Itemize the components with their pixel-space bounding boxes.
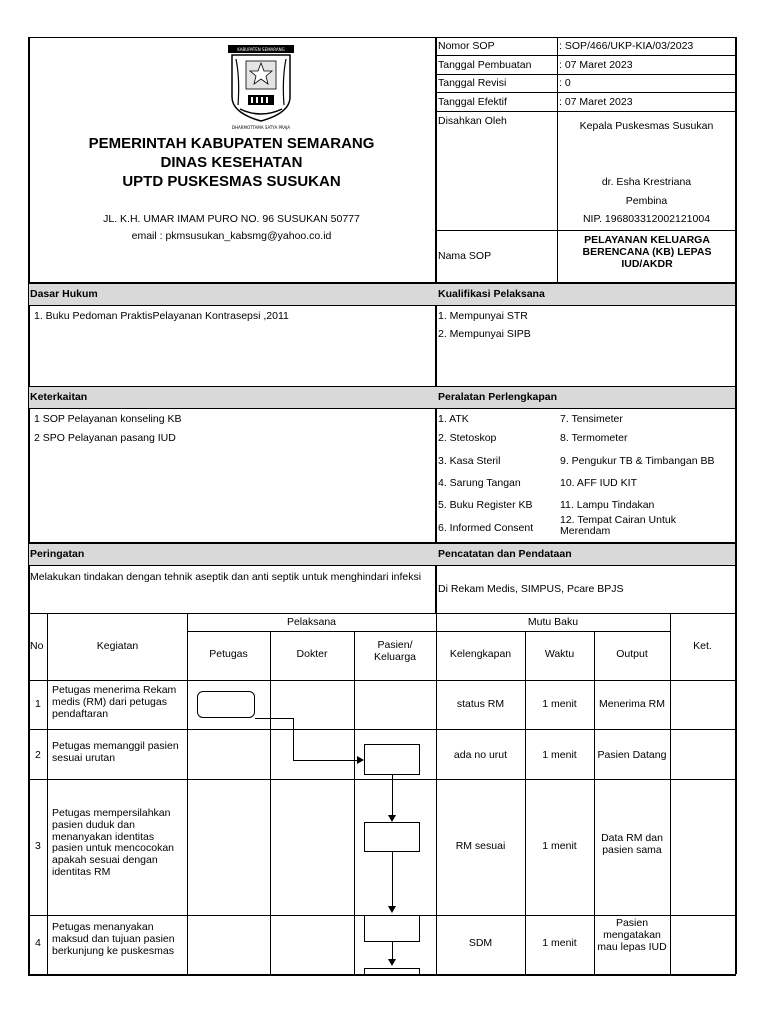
pencatatan-title: Pencatatan dan Pendataan bbox=[438, 548, 572, 560]
peralatan-item: 9. Pengukur TB & Timbangan BB bbox=[560, 455, 715, 467]
col-kelengkapan-header: Kelengkapan bbox=[449, 648, 512, 660]
tgl-revisi-label: Tanggal Revisi bbox=[438, 77, 507, 89]
flow-connector bbox=[392, 852, 393, 906]
row-output: Pasien mengatakan mau lepas IUD bbox=[597, 917, 667, 953]
svg-text:DHARMOTTAMA SATYA PRAJA: DHARMOTTAMA SATYA PRAJA bbox=[231, 125, 291, 130]
peralatan-item: 7. Tensimeter bbox=[560, 413, 623, 425]
row-output: Menerima RM bbox=[599, 698, 665, 710]
signer-name: dr. Esha Krestriana bbox=[601, 176, 692, 188]
row-kegiatan: Petugas menerima Rekam medis (RM) dari petugas pendaftaran bbox=[52, 684, 177, 720]
dasar-hukum-title: Dasar Hukum bbox=[30, 288, 98, 300]
keterkaitan-title: Keterkaitan bbox=[30, 391, 88, 403]
pencatatan-text: Di Rekam Medis, SIMPUS, Pcare BPJS bbox=[438, 583, 624, 595]
tgl-revisi-value: : 0 bbox=[559, 77, 571, 89]
row-no: 1 bbox=[35, 698, 41, 710]
row-waktu: 1 menit bbox=[542, 749, 577, 761]
row-kegiatan: Petugas mempersilahkan pasien duduk dan menanyakan identitas pasien untuk mencocokan apakah sesuai dengan identitas RM bbox=[52, 807, 174, 878]
row-waktu: 1 menit bbox=[542, 840, 577, 852]
row-no: 4 bbox=[35, 937, 41, 949]
peralatan-item: 4. Sarung Tangan bbox=[438, 477, 521, 489]
row-output: Pasien Datang bbox=[597, 749, 667, 761]
peralatan-item: 8. Termometer bbox=[560, 432, 628, 444]
flow-start-terminator bbox=[197, 691, 255, 718]
flow-connector bbox=[293, 718, 294, 760]
peringatan-text: Melakukan tindakan dengan tehnik aseptik dan anti septik untuk menghindari infeksi bbox=[30, 571, 422, 583]
peralatan-item: 3. Kasa Steril bbox=[438, 455, 501, 467]
dasar-hukum-item: 1. Buku Pedoman PraktisPelayanan Kontrasepsi ,2011 bbox=[34, 310, 289, 322]
flow-connector bbox=[392, 942, 393, 959]
col-output-header: Output bbox=[616, 648, 648, 660]
flow-connector bbox=[255, 718, 293, 719]
row-no: 2 bbox=[35, 749, 41, 761]
row-waktu: 1 menit bbox=[542, 698, 577, 710]
row-kelengkapan: RM sesuai bbox=[455, 840, 506, 852]
kualifikasi-title: Kualifikasi Pelaksana bbox=[438, 288, 545, 300]
keterkaitan-item: 1 SOP Pelayanan konseling KB bbox=[34, 413, 182, 425]
peralatan-item: 6. Informed Consent bbox=[438, 522, 534, 534]
col-ket-header: Ket. bbox=[693, 640, 712, 652]
flow-process-box bbox=[364, 915, 420, 942]
flow-arrow bbox=[357, 756, 364, 764]
col-pelaksana-header: Pelaksana bbox=[286, 616, 337, 628]
col-mutu-header: Mutu Baku bbox=[527, 616, 579, 628]
peralatan-item: 2. Stetoskop bbox=[438, 432, 497, 444]
nama-sop-label: Nama SOP bbox=[438, 250, 492, 262]
tgl-efektif-label: Tanggal Efektif bbox=[438, 96, 507, 108]
peralatan-item: 1. ATK bbox=[438, 413, 469, 425]
nomor-sop-label: Nomor SOP bbox=[438, 40, 495, 52]
col-dokter-header: Dokter bbox=[296, 648, 328, 660]
peralatan-item: 5. Buku Register KB bbox=[438, 499, 533, 511]
row-kegiatan: Petugas menanyakan maksud dan tujuan pasien berkunjung ke puskesmas bbox=[52, 921, 175, 957]
keterkaitan-item: 2 SPO Pelayanan pasang IUD bbox=[34, 432, 176, 444]
flow-process-box bbox=[364, 744, 420, 775]
flow-process-box bbox=[364, 968, 420, 974]
col-no-header: No bbox=[30, 640, 44, 652]
tgl-pembuatan-label: Tanggal Pembuatan bbox=[438, 59, 532, 71]
nomor-sop-value: : SOP/466/UKP-KIA/03/2023 bbox=[559, 40, 694, 52]
org-line-3: UPTD PUSKESMAS SUSUKAN bbox=[122, 173, 341, 190]
flow-arrow bbox=[388, 906, 396, 913]
row-kegiatan: Petugas memanggil pasien sesuai urutan bbox=[52, 740, 179, 764]
flow-process-box bbox=[364, 822, 420, 852]
flow-arrow bbox=[388, 815, 396, 822]
disahkan-value: Kepala Puskesmas Susukan bbox=[579, 120, 714, 132]
org-line-2: DINAS KESEHATAN bbox=[160, 154, 303, 171]
kualifikasi-item: 2. Mempunyai SIPB bbox=[438, 328, 531, 340]
row-kelengkapan: status RM bbox=[456, 698, 505, 710]
peringatan-title: Peringatan bbox=[30, 548, 85, 560]
peralatan-title: Peralatan Perlengkapan bbox=[438, 391, 558, 403]
signer-nip: NIP. 196803312002121004 bbox=[582, 213, 711, 225]
row-kelengkapan: ada no urut bbox=[453, 749, 508, 761]
signer-rank: Pembina bbox=[625, 195, 668, 207]
col-kegiatan-header: Kegiatan bbox=[96, 640, 139, 652]
col-waktu-header: Waktu bbox=[544, 648, 575, 660]
row-output: Data RM dan pasien sama bbox=[601, 832, 663, 856]
kualifikasi-item: 1. Mempunyai STR bbox=[438, 310, 528, 322]
flow-connector bbox=[392, 775, 393, 815]
org-line-1: PEMERINTAH KABUPATEN SEMARANG bbox=[88, 135, 375, 152]
row-no: 3 bbox=[35, 840, 41, 852]
disahkan-label: Disahkan Oleh bbox=[438, 115, 507, 127]
flow-connector bbox=[293, 760, 357, 761]
org-address: JL. K.H. UMAR IMAM PURO NO. 96 SUSUKAN 50777 bbox=[103, 213, 360, 225]
row-waktu: 1 menit bbox=[542, 937, 577, 949]
regency-logo bbox=[226, 45, 296, 130]
col-pasien-header: Pasien/ Keluarga bbox=[373, 639, 417, 663]
peralatan-item: 10. AFF IUD KIT bbox=[560, 477, 638, 489]
col-petugas-header: Petugas bbox=[209, 648, 248, 660]
row-kelengkapan: SDM bbox=[468, 937, 493, 949]
peralatan-item: 12. Tempat Cairan Untuk Merendam bbox=[560, 514, 676, 537]
flow-arrow bbox=[388, 959, 396, 966]
tgl-pembuatan-value: : 07 Maret 2023 bbox=[559, 59, 633, 71]
org-email: email : pkmsusukan_kabsmg@yahoo.co.id bbox=[131, 230, 332, 242]
svg-text:KABUPATEN SEMARANG: KABUPATEN SEMARANG bbox=[237, 47, 285, 52]
nama-sop-value: PELAYANAN KELUARGA BERENCANA (KB) LEPAS IUD/AKDR bbox=[582, 234, 712, 270]
tgl-efektif-value: : 07 Maret 2023 bbox=[559, 96, 633, 108]
peralatan-item: 11. Lampu Tindakan bbox=[560, 499, 655, 511]
